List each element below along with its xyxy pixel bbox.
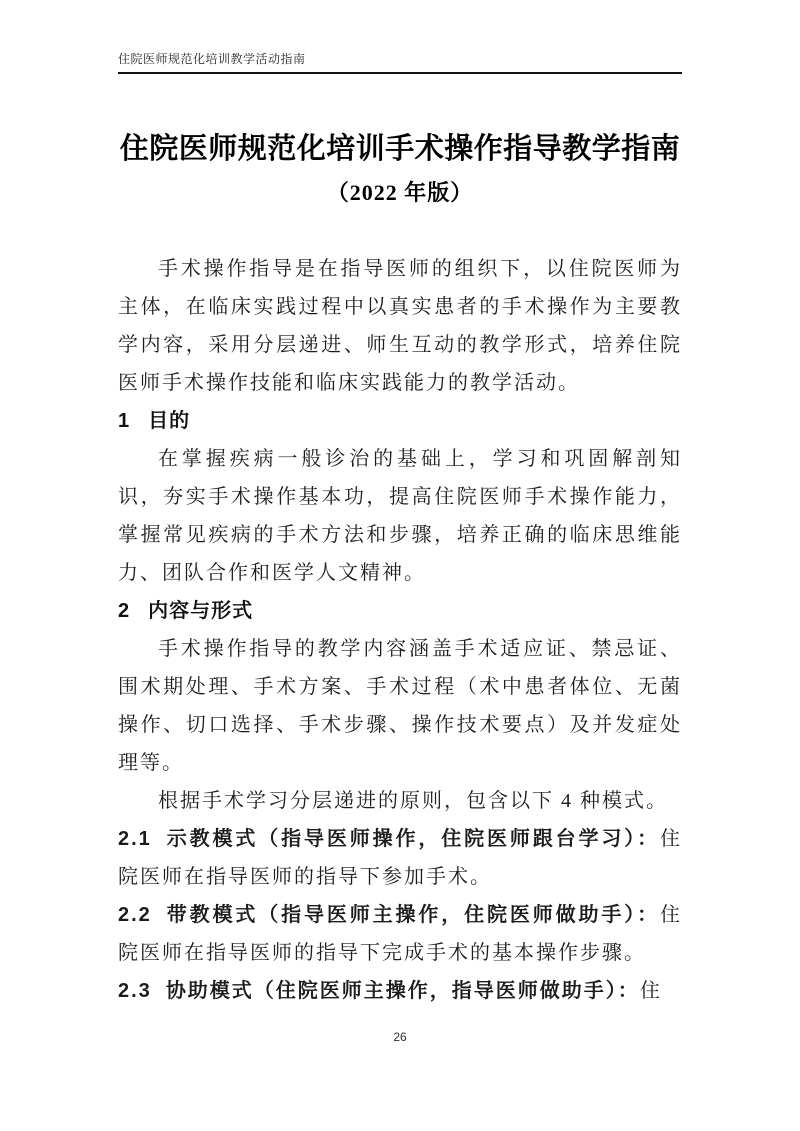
content-scope-paragraph: 手术操作指导的教学内容涵盖手术适应证、禁忌证、围术期处理、手术方案、手术过程（术中患者体位、无菌操作、切口选择、手术步骤、操作技术要点）及并发症处理等。 bbox=[118, 638, 682, 774]
mode-number: 2.3 bbox=[118, 980, 152, 1002]
section-number: 2 bbox=[118, 600, 131, 622]
purpose-paragraph: 在掌握疾病一般诊治的基础上，学习和巩固解剖知识，夯实手术操作基本功，提高住院医师手术操作能力，掌握常见疾病的手术方法和步骤，培养正确的临床思维能力、团队合作和医学人文精神。 bbox=[118, 448, 682, 584]
mode-label: 示教模式（指导医师操作，住院医师跟台学习）： bbox=[165, 828, 660, 850]
section-heading-content-form bbox=[118, 592, 682, 630]
mode-number: 2.2 bbox=[118, 904, 152, 926]
running-header bbox=[118, 0, 682, 74]
section-heading-purpose bbox=[118, 402, 682, 440]
page-number: 26 bbox=[393, 1030, 407, 1044]
mode-description: 住院医师在指导医师的指导下参加手术。 bbox=[118, 828, 682, 888]
mode-paragraph-assisted bbox=[118, 972, 682, 1010]
document-edition-subtitle: （2022 年版） bbox=[326, 180, 474, 205]
mode-number: 2.1 bbox=[118, 828, 152, 850]
document-title: 住院医师规范化培训手术操作指导教学指南 bbox=[119, 133, 681, 165]
mode-label: 带教模式（指导医师主操作，住院医师做助手）： bbox=[165, 904, 660, 926]
mode-description: 住 bbox=[639, 980, 662, 1002]
modes-intro-paragraph: 根据手术学习分层递进的原则，包含以下 4 种模式。 bbox=[158, 790, 668, 812]
intro-paragraph: 手术操作指导是在指导医师的组织下，以住院医师为主体，在临床实践过程中以真实患者的手术操作为主要教学内容，采用分层递进、师生互动的教学形式，培养住院医师手术操作技能和临床实践能力的教学活动。 bbox=[118, 258, 682, 394]
mode-paragraph-demonstration bbox=[118, 820, 682, 896]
section-title: 目的 bbox=[148, 410, 191, 432]
mode-label: 协助模式（住院医师主操作，指导医师做助手）： bbox=[165, 980, 640, 1002]
page-footer bbox=[0, 1030, 800, 1044]
mode-description: 住院医师在指导医师的指导下完成手术的基本操作步骤。 bbox=[118, 904, 682, 964]
section-title: 内容与形式 bbox=[148, 600, 254, 622]
running-header-text: 住院医师规范化培训教学活动指南 bbox=[118, 52, 306, 66]
section-number: 1 bbox=[118, 410, 131, 432]
document-body bbox=[118, 250, 682, 1010]
mode-paragraph-supervised bbox=[118, 896, 682, 972]
